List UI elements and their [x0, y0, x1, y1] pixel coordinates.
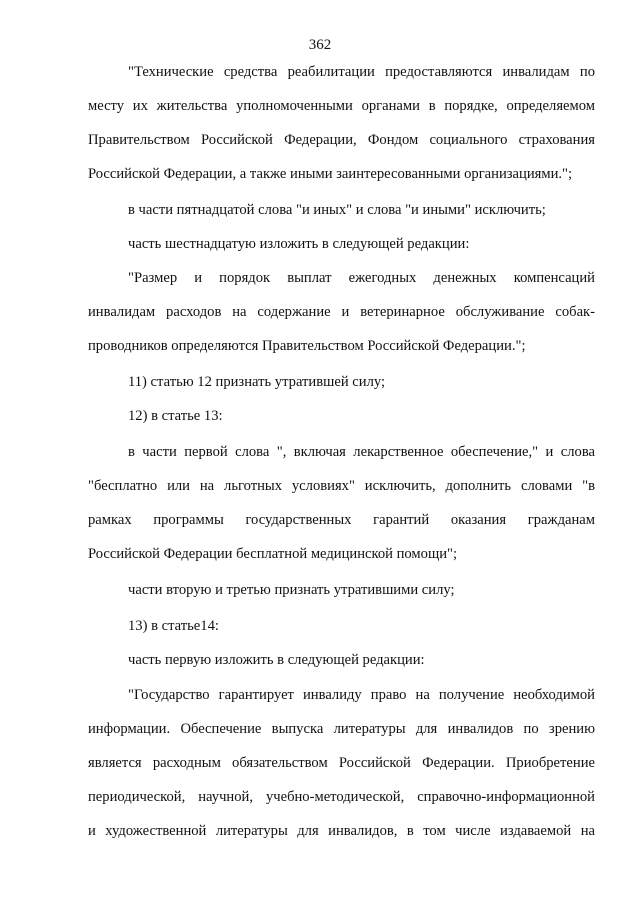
text-line: месту их жительства уполномоченными органами в порядке, определяемом — [88, 98, 595, 114]
text-line: проводников определяются Правительством Российской Федерации."; — [88, 338, 526, 354]
text-line: "Технические средства реабилитации предоставляются инвалидам по — [128, 64, 595, 80]
text-line: и художественной литературы для инвалидов, в том числе издаваемой на — [88, 823, 595, 839]
text-line: Российской Федерации, а также иными заинтересованными организациями."; — [88, 166, 573, 182]
text-line: является расходным обязательством Российской Федерации. Приобретение — [88, 755, 595, 771]
text-line: Правительством Российской Федерации, Фондом социального страхования — [88, 132, 595, 148]
text-line: 13) в статье14: — [128, 618, 219, 634]
text-line: в части пятнадцатой слова "и иных" и слова "и иными" исключить; — [128, 202, 546, 218]
text-line: "Размер и порядок выплат ежегодных денежных компенсаций — [128, 270, 595, 286]
text-line: информации. Обеспечение выпуска литературы для инвалидов по зрению — [88, 721, 595, 737]
page-number: 362 — [308, 37, 332, 53]
text-line: часть первую изложить в следующей редакции: — [128, 652, 425, 668]
text-line: "Государство гарантирует инвалиду право на получение необходимой — [128, 687, 595, 703]
text-line: часть шестнадцатую изложить в следующей редакции: — [128, 236, 470, 252]
text-line: в части первой слова ", включая лекарственное обеспечение," и слова — [128, 444, 595, 460]
text-line: части вторую и третью признать утратившими силу; — [128, 582, 455, 598]
text-line: рамках программы государственных гарантий оказания гражданам — [88, 512, 595, 528]
text-line: инвалидам расходов на содержание и ветеринарное обслуживание собак- — [88, 304, 595, 320]
text-line: периодической, научной, учебно-методической, справочно-информационной — [88, 789, 595, 805]
text-line: 11) статью 12 признать утратившей силу; — [128, 374, 386, 390]
text-line: 12) в статье 13: — [128, 408, 223, 424]
text-line: "бесплатно или на льготных условиях" исключить, дополнить словами "в — [88, 478, 595, 494]
text-line: Российской Федерации бесплатной медицинской помощи"; — [88, 546, 458, 562]
